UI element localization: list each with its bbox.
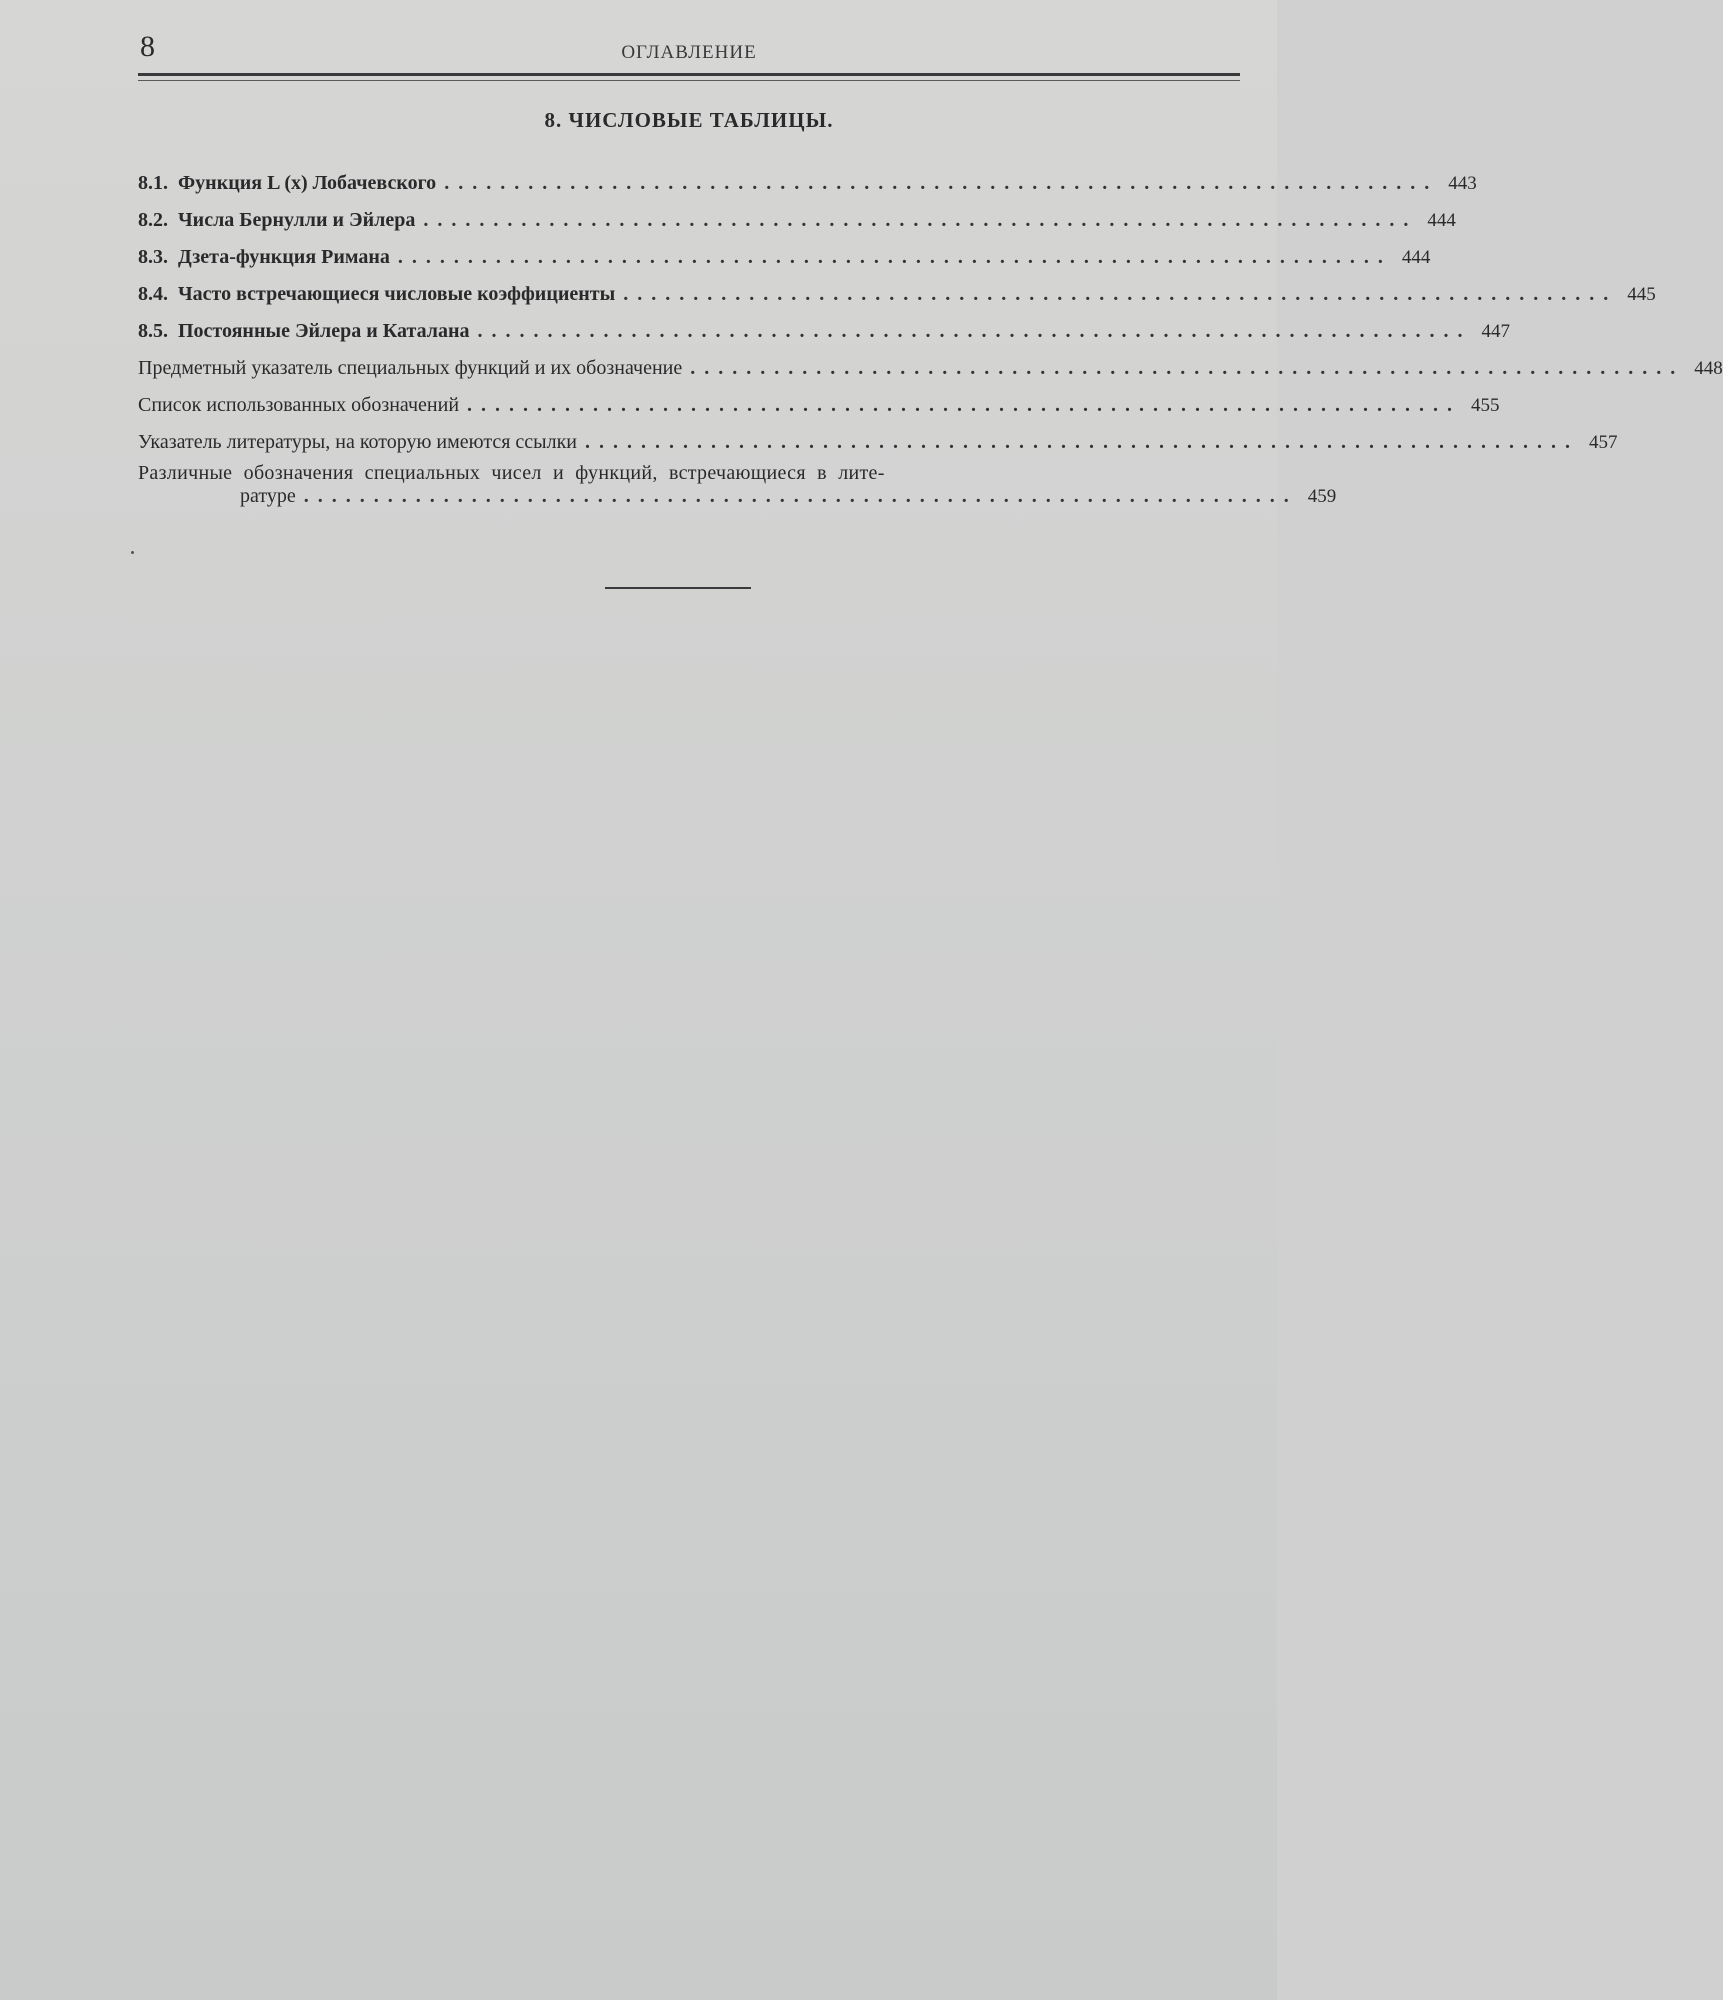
header-rule-thick xyxy=(138,73,1240,76)
toc-entry-8-2 xyxy=(138,195,1456,232)
toc-entry-title-line2-row xyxy=(138,485,1337,508)
toc-entry-bibliography xyxy=(138,417,1618,454)
toc-entry-number: 8.1. xyxy=(138,172,168,194)
toc-entry-title: Числа Бернулли и Эйлера xyxy=(178,209,416,231)
paper-speck xyxy=(131,551,134,554)
toc-entry-notations-literature xyxy=(138,454,1337,518)
end-rule xyxy=(605,587,751,589)
toc-entry-page: 444 xyxy=(1427,210,1456,231)
toc-entry-title: Постоянные Эйлера и Каталана xyxy=(178,320,470,342)
toc-entry-title: Часто встречающиеся числовые коэффициенты xyxy=(178,283,616,305)
toc-entry-notation-list xyxy=(138,380,1500,417)
toc-entry-number: 8.5. xyxy=(138,320,168,342)
section-title: 8. ЧИСЛОВЫЕ ТАБЛИЦЫ. xyxy=(544,108,834,132)
toc-entry-label xyxy=(138,246,398,269)
toc-entry-page: 455 xyxy=(1471,395,1500,416)
toc-entry-8-4 xyxy=(138,269,1656,306)
header-rule-thin xyxy=(138,80,1240,81)
toc-entry-title: Список использованных обозначений xyxy=(138,394,460,416)
leader-dots: ....................................................................... xyxy=(584,431,1579,453)
leader-dots: ....................................................................... xyxy=(423,209,1418,231)
toc-entry-title-line1: Различные обозначения специальных чисел и функций, встречающиеся в лите- xyxy=(138,462,885,484)
toc-entry-title: Дзета-функция Римана xyxy=(178,246,390,268)
toc-entry-8-5 xyxy=(138,306,1511,343)
toc-entry-label xyxy=(138,320,478,343)
toc-entry-label xyxy=(138,172,444,195)
leader-dots: ....................................................................... xyxy=(477,320,1472,342)
page-number: 8 xyxy=(140,30,155,63)
leader-dots: ....................................................................... xyxy=(444,172,1439,194)
toc-entry-8-3 xyxy=(138,232,1431,269)
toc-entry-title: Предметный указатель специальных функций и их обозначение xyxy=(138,357,683,379)
toc-entry-page: 445 xyxy=(1627,284,1656,305)
toc-entry-page: 457 xyxy=(1588,432,1618,453)
running-head: ОГЛАВЛЕНИЕ xyxy=(621,42,757,63)
toc-entry-page: 447 xyxy=(1481,321,1511,342)
table-of-contents xyxy=(138,158,1723,518)
leader-dots: ....................................................................... xyxy=(467,394,1462,416)
toc-entry-number: 8.3. xyxy=(138,246,168,268)
toc-entry-page: 459 xyxy=(1307,486,1337,507)
toc-entry-label xyxy=(138,209,423,232)
leader-dots: ....................................................................... xyxy=(303,485,1298,507)
toc-entry-label xyxy=(138,283,623,306)
toc-entry-page: 448 xyxy=(1694,358,1723,379)
toc-entry-subject-index xyxy=(138,343,1723,380)
toc-entry-number: 8.2. xyxy=(138,209,168,231)
toc-entry-page: 443 xyxy=(1448,173,1477,194)
toc-entry-8-1 xyxy=(138,158,1477,195)
leader-dots: ....................................................................... xyxy=(623,283,1618,305)
toc-entry-title: Указатель литературы, на которую имеются ссылки xyxy=(138,431,577,453)
toc-entry-title: Функция L (x) Лобачевского xyxy=(178,172,437,194)
toc-entry-title-line2: ратуре xyxy=(240,485,296,507)
leader-dots: ....................................................................... xyxy=(397,246,1392,268)
toc-entry-page: 444 xyxy=(1401,247,1431,268)
toc-entry-number: 8.4. xyxy=(138,283,168,305)
leader-dots: ....................................................................... xyxy=(690,357,1685,379)
